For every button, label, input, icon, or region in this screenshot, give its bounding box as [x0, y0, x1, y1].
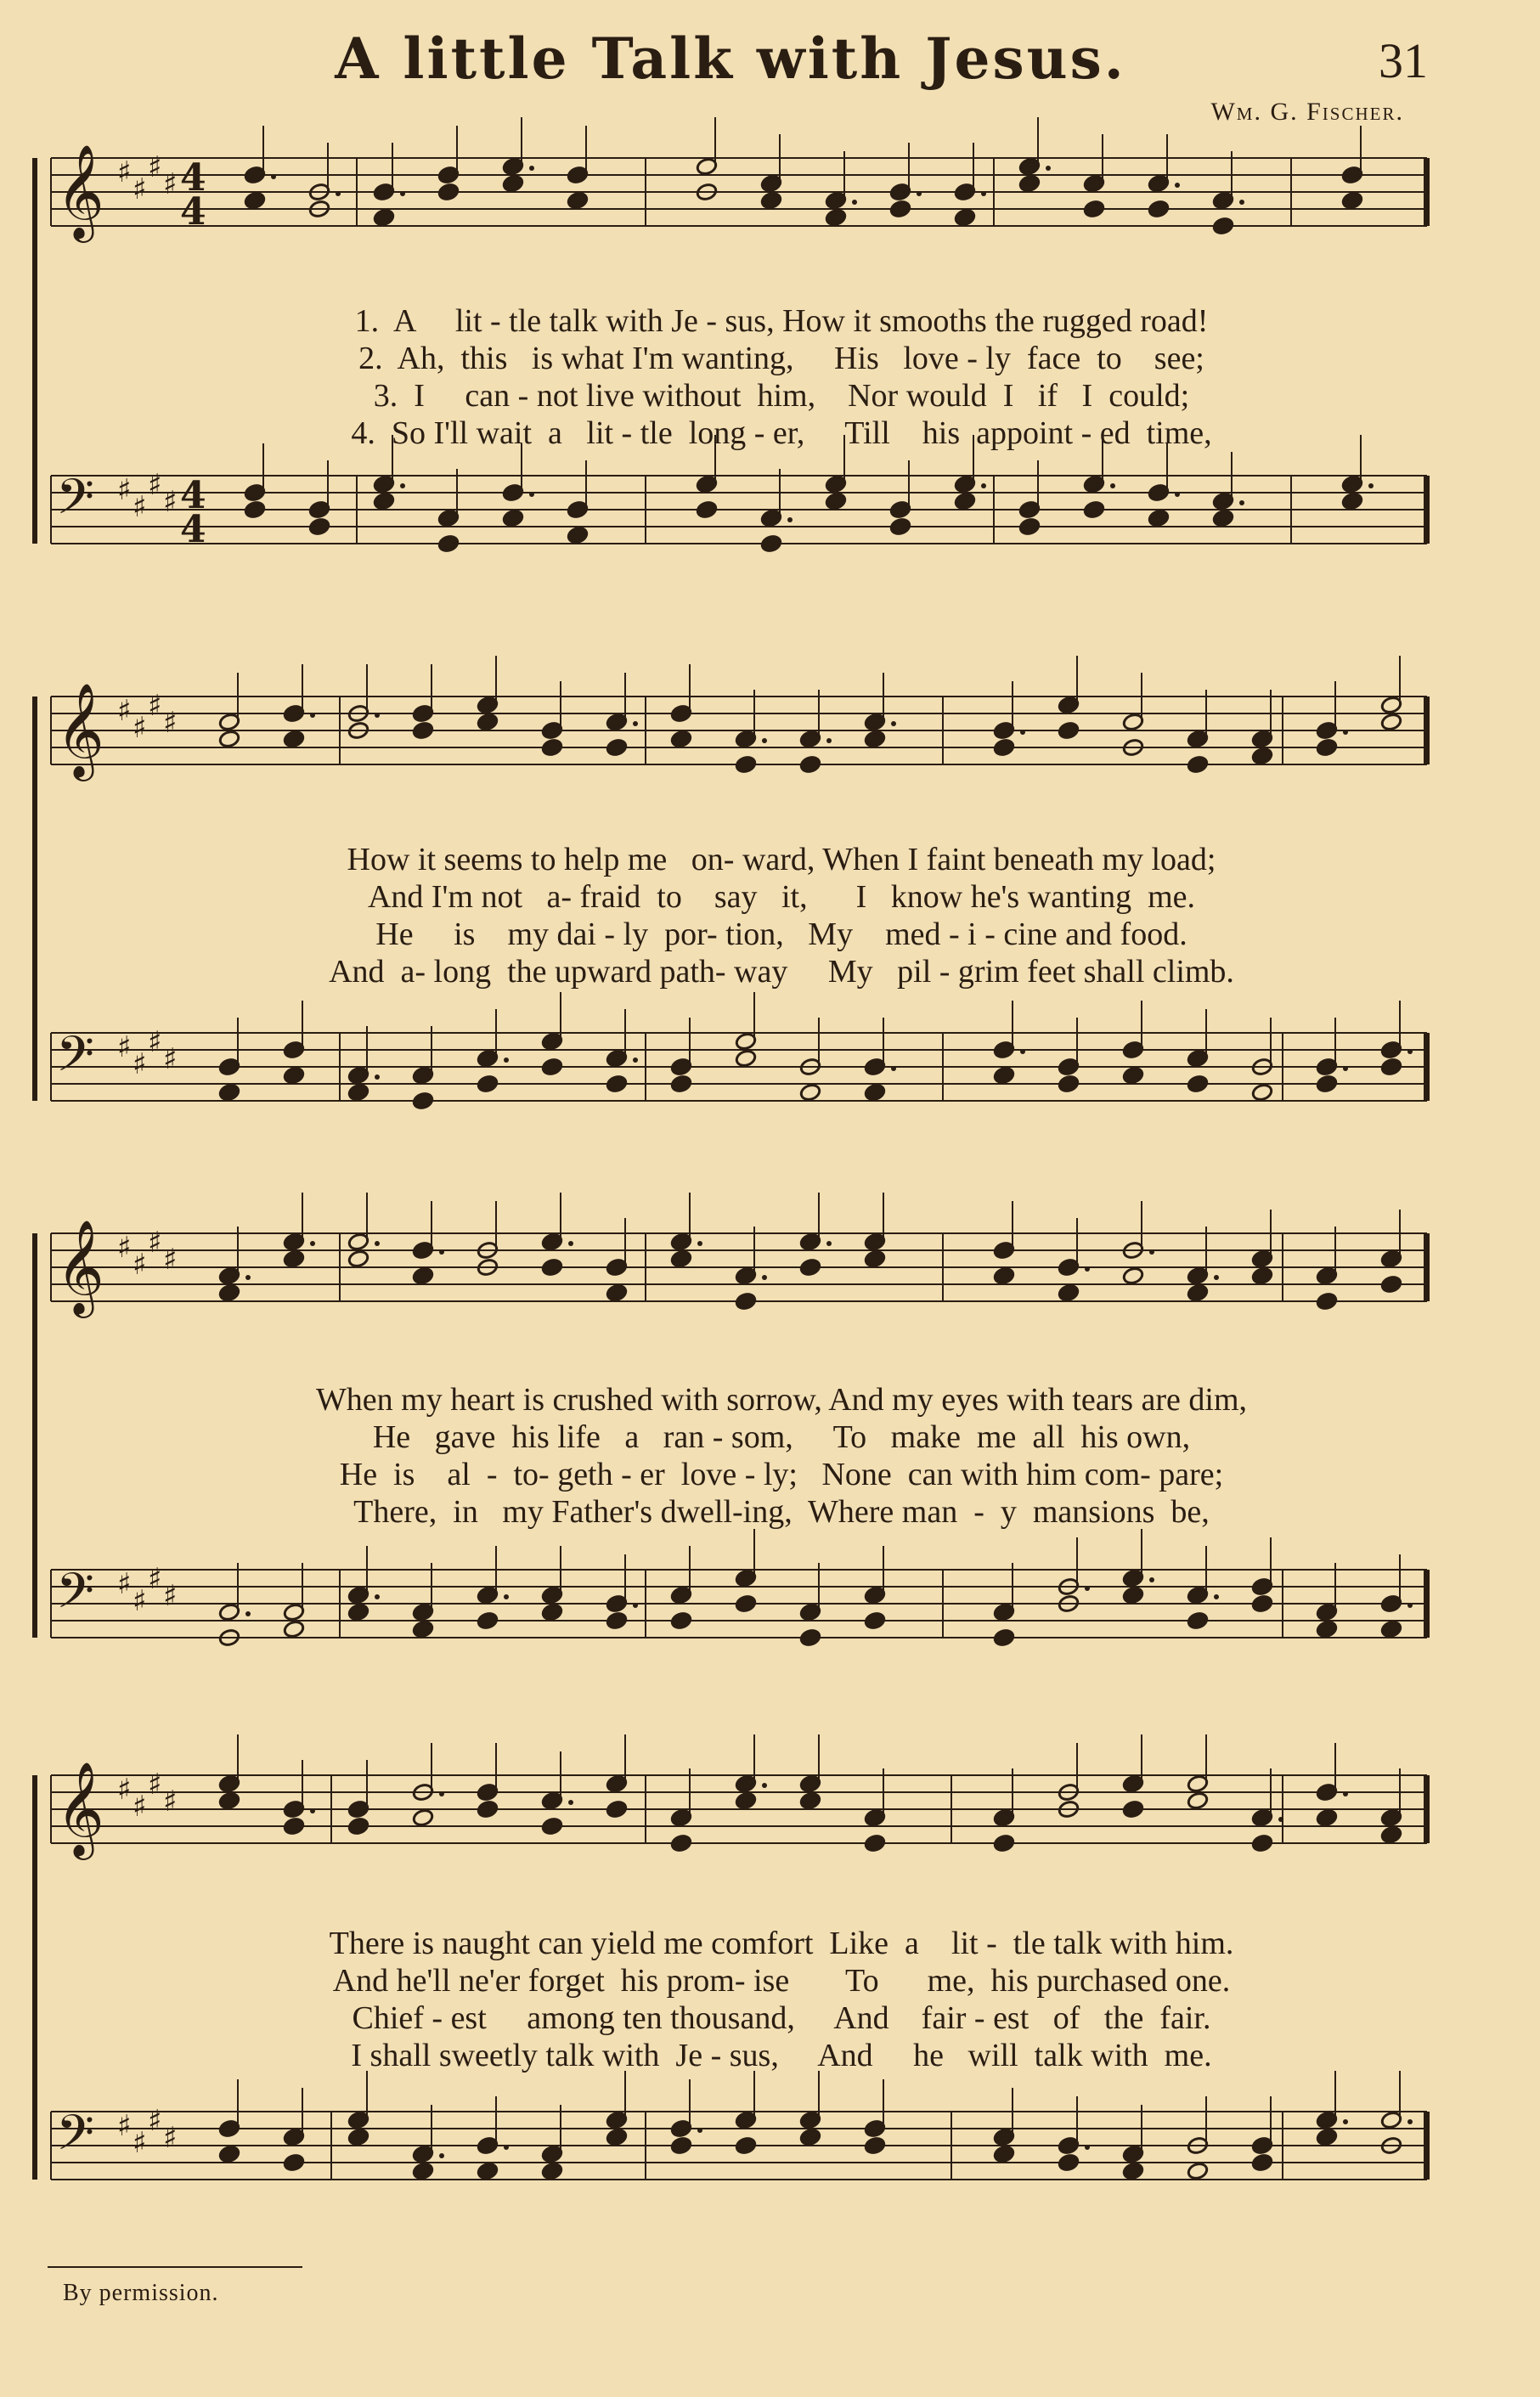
note-head: [993, 738, 1015, 758]
note-head: [567, 526, 589, 545]
dot: [697, 1241, 702, 1246]
sharp-icon: ♯: [163, 1785, 178, 1819]
dot: [1214, 1275, 1219, 1280]
dot: [1239, 500, 1244, 505]
note-head: [347, 1817, 369, 1836]
hymn-title: A little Talk with Jesus.: [335, 25, 1126, 92]
note-head: [347, 1083, 369, 1103]
sharp-icon: ♯: [163, 1042, 178, 1076]
final-barline: [1424, 2112, 1430, 2180]
note-head: [1316, 2128, 1338, 2147]
lyrics-system-4: [153, 1925, 1410, 2074]
footnote-rule: [48, 2266, 302, 2268]
composer-credit: Wm. G. Fischer.: [1210, 98, 1404, 126]
dot: [633, 1058, 638, 1063]
note-head: [567, 191, 589, 211]
sharp-icon: ♯: [117, 1231, 132, 1265]
dot: [891, 721, 896, 726]
note-head: [244, 500, 266, 520]
note-head: [1058, 721, 1080, 741]
lyric-line: There is naught can yield me comfort Like a lit - tle talk with him.: [329, 1926, 1234, 1961]
note-head: [1148, 200, 1170, 219]
bass-clef-icon: 𝄢: [56, 1562, 95, 1632]
note-head: [1316, 1808, 1338, 1828]
note-head: [1058, 1074, 1080, 1094]
dot: [310, 1241, 315, 1246]
note-head: [1122, 1066, 1144, 1086]
dot: [917, 191, 922, 196]
dot: [271, 174, 276, 179]
sharp-icon: ♯: [133, 1790, 147, 1824]
dot: [245, 1275, 251, 1280]
final-barline: [1424, 697, 1430, 764]
note-head: [889, 200, 911, 219]
dot: [529, 492, 534, 497]
note-head: [347, 1249, 369, 1269]
dot: [633, 721, 638, 726]
dot: [375, 1241, 380, 1246]
treble-clef-icon: 𝄞: [56, 682, 104, 777]
note-head: [1251, 2153, 1273, 2173]
note-head: [541, 738, 563, 758]
dot: [1175, 492, 1180, 497]
system-bracket: [32, 1775, 37, 2180]
dot: [762, 1783, 767, 1788]
note-head: [347, 2128, 369, 2147]
dot: [1149, 1249, 1154, 1255]
note-head: [1187, 755, 1209, 775]
system-bracket: [32, 158, 37, 544]
note-head: [412, 721, 434, 741]
note-head: [735, 1594, 757, 1614]
final-barline: [1424, 476, 1430, 544]
sharp-icon: ♯: [117, 473, 132, 507]
lyric-line: When my heart is crushed with sorrow, And my eyes with tears are dim,: [315, 1382, 1248, 1418]
sharp-icon: ♯: [148, 1768, 162, 1802]
sharp-icon: ♯: [133, 172, 147, 206]
note-head: [541, 1603, 563, 1622]
note-head: [1316, 1292, 1338, 1311]
lyrics-system-1: [153, 302, 1410, 452]
dot: [891, 1066, 896, 1071]
note-head: [670, 1611, 692, 1631]
dot: [1239, 200, 1244, 205]
lyric-line: I shall sweetly talk with Je - sus, And he will talk with me.: [351, 2038, 1212, 2073]
sharp-icon: ♯: [117, 694, 132, 728]
sharp-icon: ♯: [163, 706, 178, 740]
dot: [826, 1241, 832, 1246]
note-head: [864, 1834, 886, 1853]
bass-clef-icon: 𝄢: [56, 468, 95, 538]
lyric-line: 4. So I'll wait a lit - tle long - er, Till his appoint - ed time,: [351, 415, 1212, 451]
dot: [336, 191, 341, 196]
final-barline: [1424, 1233, 1430, 1301]
note-head: [735, 1791, 757, 1811]
note-head: [954, 492, 976, 511]
lyric-line: He is al - to- geth - er love - ly; None can with him com- pare;: [339, 1457, 1224, 1492]
dot: [400, 191, 405, 196]
note-head: [799, 755, 821, 775]
note-head: [670, 2136, 692, 2156]
note-head: [1083, 200, 1105, 219]
sharp-icon: ♯: [117, 155, 132, 189]
dot: [375, 713, 380, 718]
note-head: [283, 1066, 305, 1086]
dot: [529, 166, 534, 171]
note-head: [864, 730, 886, 749]
note-head: [606, 1800, 628, 1819]
dot: [1343, 1791, 1348, 1796]
note-head: [477, 1611, 499, 1631]
final-barline: [1424, 1775, 1430, 1843]
sharp-icon: ♯: [133, 1047, 147, 1081]
sharp-icon: ♯: [133, 1584, 147, 1618]
note-head: [760, 191, 782, 211]
note-head: [218, 2145, 240, 2164]
dot: [981, 483, 986, 488]
note-head: [670, 1834, 692, 1853]
note-head: [1251, 1083, 1273, 1103]
note-head: [825, 492, 847, 511]
dot: [762, 1275, 767, 1280]
dot: [1046, 166, 1051, 171]
note-head: [1187, 1611, 1209, 1631]
dot: [1175, 183, 1180, 188]
note-head: [1018, 174, 1041, 194]
note-head: [1122, 1800, 1144, 1819]
treble-clef-icon: 𝄞: [56, 1219, 104, 1314]
note-head: [799, 1083, 821, 1103]
note-head: [244, 191, 266, 211]
note-head: [373, 208, 395, 228]
note-head: [308, 517, 330, 537]
note-head: [1251, 1594, 1273, 1614]
dot: [981, 191, 986, 196]
dot: [1368, 483, 1374, 488]
sharp-icon: ♯: [148, 150, 162, 184]
page-number: 31: [1379, 33, 1428, 88]
note-head: [606, 1074, 628, 1094]
note-head: [283, 2153, 305, 2173]
sharp-icon: ♯: [133, 711, 147, 745]
note-head: [993, 1834, 1015, 1853]
dot: [400, 483, 405, 488]
dot: [1214, 1594, 1219, 1599]
note-head: [696, 500, 718, 520]
note-head: [799, 2128, 821, 2147]
note-head: [541, 1817, 563, 1836]
dot: [1407, 1049, 1413, 1054]
lyric-line: 3. I can - not live without him, Nor would I if I could;: [373, 378, 1190, 414]
lyric-line: He is my dai - ly por- tion, My med - i - cine and food.: [375, 916, 1187, 952]
dot: [1343, 1066, 1348, 1071]
sharp-icon: ♯: [163, 2121, 178, 2155]
note-head: [412, 1808, 434, 1828]
sharp-icon: ♯: [133, 2126, 147, 2160]
dot: [1020, 730, 1025, 735]
dot: [504, 2145, 509, 2150]
dot: [787, 517, 793, 522]
dot: [697, 2128, 702, 2133]
note-head: [670, 730, 692, 749]
time-signature: 4: [180, 474, 206, 517]
sharp-icon: ♯: [148, 1562, 162, 1596]
footnote: By permission.: [63, 2280, 219, 2306]
note-head: [993, 1266, 1015, 1286]
lyric-line: Chief - est among ten thousand, And fair - est of the fair.: [352, 2000, 1211, 2036]
final-barline: [1424, 1570, 1430, 1638]
note-head: [218, 730, 240, 749]
sharp-icon: ♯: [117, 2109, 132, 2143]
sharp-icon: ♯: [163, 167, 178, 201]
note-head: [477, 1800, 499, 1819]
dot: [826, 738, 832, 743]
sharp-icon: ♯: [117, 1567, 132, 1601]
note-head: [412, 1266, 434, 1286]
dot: [1020, 1049, 1025, 1054]
note-head: [735, 1292, 757, 1311]
system-bracket: [32, 697, 37, 1101]
note-head: [477, 1074, 499, 1094]
note-head: [1122, 1266, 1144, 1286]
dot: [310, 1808, 315, 1813]
note-head: [1058, 2153, 1080, 2173]
note-head: [541, 1258, 563, 1277]
note-head: [1187, 1283, 1209, 1303]
note-head: [993, 2145, 1015, 2164]
note-head: [1341, 191, 1363, 211]
note-head: [1122, 1586, 1144, 1605]
note-head: [993, 1066, 1015, 1086]
sharp-icon: ♯: [163, 1243, 178, 1277]
bass-clef-icon: 𝄢: [56, 2104, 95, 2174]
dot: [1278, 1817, 1283, 1822]
note-head: [889, 517, 911, 537]
dot: [245, 1611, 251, 1616]
dot: [1085, 1586, 1090, 1591]
dot: [762, 738, 767, 743]
note-head: [1341, 492, 1363, 511]
dot: [439, 2153, 444, 2158]
dot: [1407, 1603, 1413, 1608]
dot: [1407, 2119, 1413, 2124]
note-head: [799, 1791, 821, 1811]
bass-clef-icon: 𝄢: [56, 1025, 95, 1095]
note-head: [283, 1249, 305, 1269]
note-head: [1251, 747, 1273, 766]
lyrics-system-3: [153, 1381, 1410, 1531]
dot: [375, 1074, 380, 1080]
note-head: [218, 1083, 240, 1103]
note-head: [1380, 1620, 1402, 1639]
dot: [1343, 2119, 1348, 2124]
note-head: [825, 208, 847, 228]
note-head: [864, 1611, 886, 1631]
lyric-line: 2. Ah, this is what I'm wanting, His love - ly face to see;: [358, 341, 1204, 376]
note-head: [541, 1058, 563, 1077]
note-head: [1148, 509, 1170, 528]
sharp-icon: ♯: [163, 1579, 178, 1613]
note-head: [864, 2136, 886, 2156]
note-head: [954, 208, 976, 228]
lyric-line: And a- long the upward path- way My pil - grim feet shall climb.: [329, 954, 1234, 990]
treble-clef-icon: 𝄞: [56, 1761, 104, 1856]
note-head: [1316, 738, 1338, 758]
note-head: [502, 174, 524, 194]
dot: [1343, 730, 1348, 735]
note-head: [218, 1283, 240, 1303]
note-head: [670, 1074, 692, 1094]
note-head: [1122, 2162, 1144, 2181]
note-head: [735, 755, 757, 775]
note-head: [864, 1249, 886, 1269]
sharp-icon: ♯: [148, 468, 162, 502]
dot: [568, 1241, 573, 1246]
dot: [375, 1594, 380, 1599]
note-head: [606, 738, 628, 758]
sharp-icon: ♯: [117, 1030, 132, 1064]
note-head: [1251, 1266, 1273, 1286]
lyric-line: There, in my Father's dwell-ing, Where man - y mansions be,: [353, 1494, 1210, 1530]
sharp-icon: ♯: [133, 490, 147, 524]
note-head: [1316, 1620, 1338, 1639]
note-head: [670, 1249, 692, 1269]
note-head: [283, 1817, 305, 1836]
note-head: [606, 1611, 628, 1631]
note-head: [993, 1628, 1015, 1648]
sharp-icon: ♯: [117, 1773, 132, 1807]
note-head: [477, 2162, 499, 2181]
note-head: [606, 2128, 628, 2147]
sharp-icon: ♯: [148, 1025, 162, 1059]
lyric-line: He gave his life a ran - som, To make me all his own,: [372, 1419, 1191, 1455]
lyric-line: 1. A lit - tle talk with Je - sus, How it smooths the rugged road!: [354, 303, 1209, 339]
note-head: [283, 730, 305, 749]
sharp-icon: ♯: [148, 1226, 162, 1260]
dot: [1110, 483, 1115, 488]
dot: [852, 200, 857, 205]
note-head: [1380, 1058, 1402, 1077]
sharp-icon: ♯: [163, 485, 178, 519]
dot: [1085, 1266, 1090, 1272]
note-head: [760, 534, 782, 554]
note-head: [799, 1258, 821, 1277]
dot: [568, 1800, 573, 1805]
note-head: [437, 534, 460, 554]
note-head: [412, 1091, 434, 1111]
note-head: [735, 2136, 757, 2156]
note-head: [541, 2162, 563, 2181]
dot: [1149, 1577, 1154, 1582]
sharp-icon: ♯: [148, 689, 162, 723]
note-head: [1316, 1074, 1338, 1094]
time-signature: 4: [180, 190, 206, 234]
dot: [633, 1603, 638, 1608]
note-head: [1018, 517, 1041, 537]
lyric-line: And I'm not a- fraid to say it, I know he's wanting me.: [367, 879, 1196, 915]
note-head: [218, 1791, 240, 1811]
time-signature: 4: [180, 508, 206, 551]
lyrics-system-2: [153, 841, 1410, 990]
note-head: [347, 1603, 369, 1622]
note-head: [412, 2162, 434, 2181]
note-head: [1380, 713, 1402, 732]
lyric-line: And he'll ne'er forget his prom- ise To me, his purchased one.: [332, 1963, 1231, 1999]
note-head: [1187, 1074, 1209, 1094]
note-head: [1083, 500, 1105, 520]
note-head: [1058, 1283, 1080, 1303]
note-head: [1187, 1791, 1209, 1811]
final-barline: [1424, 1033, 1430, 1101]
dot: [1085, 2145, 1090, 2150]
dot: [439, 1249, 444, 1255]
note-head: [864, 1083, 886, 1103]
sharp-icon: ♯: [133, 1248, 147, 1282]
time-signature: 4: [180, 156, 206, 200]
note-head: [606, 1283, 628, 1303]
note-head: [799, 1628, 821, 1648]
sharp-icon: ♯: [148, 2104, 162, 2138]
note-head: [735, 1049, 757, 1069]
note-head: [373, 492, 395, 511]
dot: [504, 1594, 509, 1599]
note-head: [502, 509, 524, 528]
dot: [504, 1058, 509, 1063]
lyric-line: How it seems to help me on- ward, When I faint beneath my load;: [347, 842, 1216, 877]
note-head: [1380, 1275, 1402, 1294]
note-head: [477, 713, 499, 732]
system-bracket: [32, 1233, 37, 1638]
note-head: [1212, 217, 1234, 236]
note-head: [1187, 2162, 1209, 2181]
dot: [310, 713, 315, 718]
final-barline: [1424, 158, 1430, 226]
note-head: [437, 183, 460, 202]
note-head: [283, 1620, 305, 1639]
note-head: [1380, 1825, 1402, 1845]
note-head: [412, 1620, 434, 1639]
dot: [439, 1791, 444, 1796]
treble-clef-icon: 𝄞: [56, 144, 104, 239]
note-head: [1251, 1834, 1273, 1853]
note-head: [1212, 509, 1234, 528]
